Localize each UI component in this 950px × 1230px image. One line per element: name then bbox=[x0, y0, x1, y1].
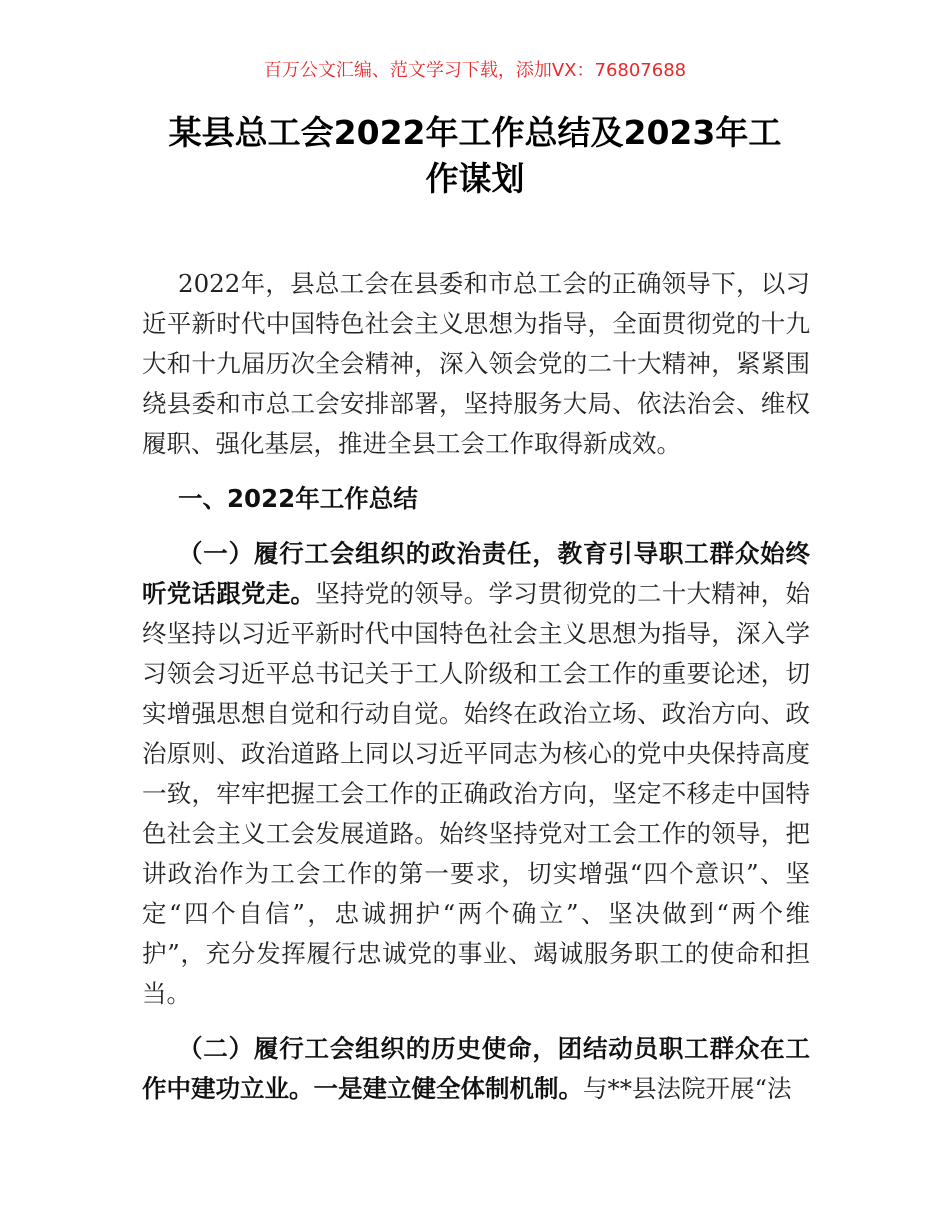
document-title bbox=[120, 110, 830, 202]
text-line bbox=[142, 479, 810, 519]
text-line bbox=[142, 1069, 810, 1109]
text: 2022年，县总工会在县委和市总工会的正确领导下，以习 bbox=[178, 269, 810, 298]
text-line bbox=[142, 344, 810, 384]
text: 坚持党的领导。学习贯彻党的二十大精神，始 bbox=[315, 579, 810, 608]
title-line-1: 某县总工会2022年工作总结及2023年工 bbox=[168, 113, 782, 152]
section-heading bbox=[142, 479, 810, 519]
document-body bbox=[142, 264, 810, 1124]
text: 大和十九届历次全会精神，深入领会党的二十大精神，紧紧围 bbox=[142, 349, 810, 378]
text-line bbox=[142, 424, 810, 464]
text: 习领会习近平总书记关于工人阶级和工会工作的重要论述，切 bbox=[142, 659, 810, 688]
bold-text: （一）履行工会组织的政治责任，教育引导职工群众始终 bbox=[178, 539, 810, 568]
text-line bbox=[142, 774, 810, 814]
text: 当。 bbox=[142, 979, 191, 1008]
bold-text: 作中建功立业。一是建立健全体制机制。 bbox=[142, 1074, 583, 1103]
text: 色社会主义工会发展道路。始终坚持党对工会工作的领导，把 bbox=[142, 819, 810, 848]
text-line bbox=[142, 654, 810, 694]
text: 护”，充分发挥履行忠诚党的事业、竭诚服务职工的使命和担 bbox=[142, 939, 810, 968]
bold-text: 听党话跟党走。 bbox=[142, 579, 316, 608]
text: 讲政治作为工会工作的第一要求，切实增强“四个意识”、坚 bbox=[142, 859, 810, 888]
text: 履职、强化基层，推进全县工会工作取得新成效。 bbox=[142, 429, 681, 458]
text: 一致，牢牢把握工会工作的正确政治方向，坚定不移走中国特 bbox=[142, 779, 810, 808]
text-line bbox=[142, 264, 810, 304]
text-line bbox=[142, 894, 810, 934]
text-line bbox=[142, 734, 810, 774]
text-line bbox=[142, 814, 810, 854]
text: 终坚持以习近平新时代中国特色社会主义思想为指导，深入学 bbox=[142, 619, 810, 648]
text-line bbox=[142, 304, 810, 344]
text: 治原则、政治道路上同以习近平同志为核心的党中央保持高度 bbox=[142, 739, 810, 768]
paragraph bbox=[142, 534, 810, 1014]
text-line bbox=[142, 1029, 810, 1069]
watermark-banner: 百万公文汇编、范文学习下载，添加VX：76807688 bbox=[263, 60, 687, 81]
text: 近平新时代中国特色社会主义思想为指导，全面贯彻党的十九 bbox=[142, 309, 810, 338]
text-line bbox=[142, 974, 810, 1014]
text: 与**县法院开展“法 bbox=[583, 1074, 792, 1103]
title-line-2: 作谋划 bbox=[425, 159, 525, 198]
text: 绕县委和市总工会安排部署，坚持服务大局、依法治会、维权 bbox=[142, 389, 810, 418]
text-line bbox=[142, 614, 810, 654]
text: 实增强思想自觉和行动自觉。始终在政治立场、政治方向、政 bbox=[142, 699, 810, 728]
text-line bbox=[142, 934, 810, 974]
text-line bbox=[142, 534, 810, 574]
paragraph bbox=[142, 1029, 810, 1109]
text-line bbox=[142, 574, 810, 614]
text-line bbox=[142, 694, 810, 734]
text: 定“四个自信”，忠诚拥护“两个确立”、坚决做到“两个维 bbox=[142, 899, 810, 928]
paragraph bbox=[142, 264, 810, 464]
text-line bbox=[142, 384, 810, 424]
text-line bbox=[142, 854, 810, 894]
bold-text: （二）履行工会组织的历史使命，团结动员职工群众在工 bbox=[178, 1034, 810, 1063]
bold-text: 一、2022年工作总结 bbox=[178, 484, 418, 513]
